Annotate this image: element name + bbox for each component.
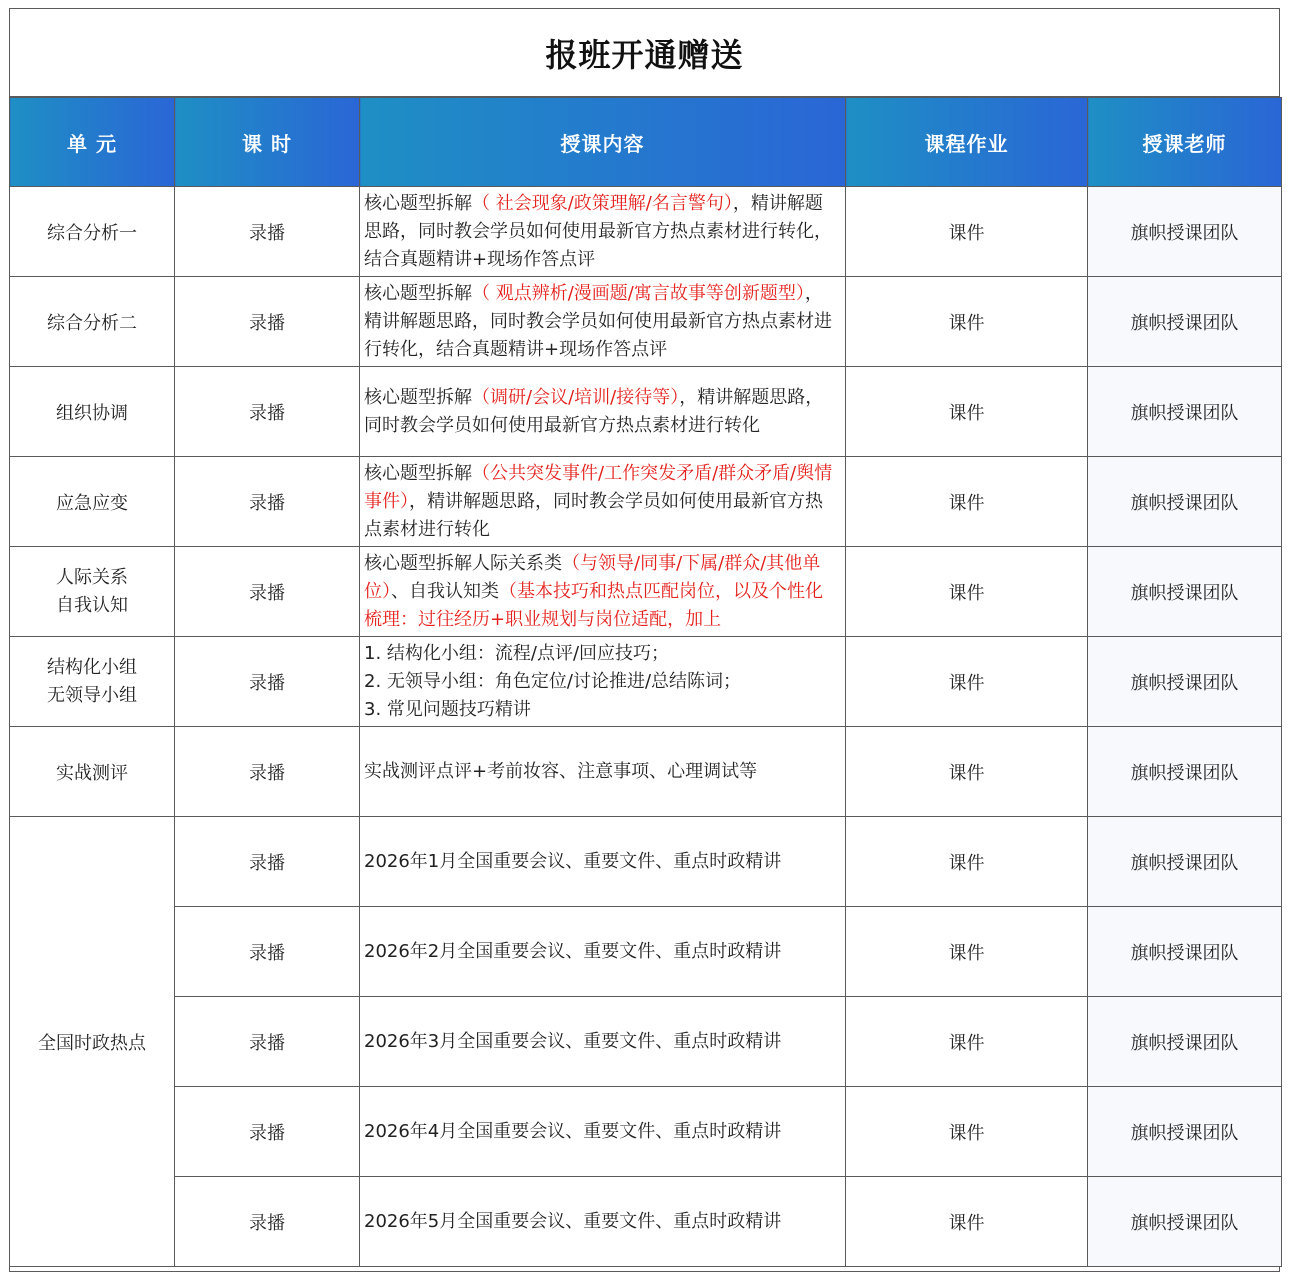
hours-cell: 录播 [175, 907, 360, 997]
content-highlight: （基本技巧和热点匹配岗位，以及个性化梳理：过往经历+职业规划与岗位适配，加上 [364, 580, 823, 630]
teacher-cell: 旗帜授课团队 [1088, 187, 1282, 277]
table-row [10, 727, 1282, 817]
unit-cell: 综合分析一 [10, 187, 175, 277]
hours-cell: 录播 [175, 727, 360, 817]
unit-line: 自我认知 [56, 594, 128, 616]
header-teacher: 授课老师 [1088, 98, 1282, 187]
teacher-cell: 旗帜授课团队 [1088, 637, 1282, 727]
teacher-cell: 旗帜授课团队 [1088, 727, 1282, 817]
table-row [10, 907, 1282, 997]
content-cell [360, 367, 846, 457]
homework-cell: 课件 [846, 1177, 1088, 1267]
hours-cell: 录播 [175, 547, 360, 637]
teacher-cell: 旗帜授课团队 [1088, 277, 1282, 367]
hours-cell: 录播 [175, 997, 360, 1087]
homework-cell: 课件 [846, 907, 1088, 997]
header-unit: 单 元 [10, 98, 175, 187]
table-row [10, 367, 1282, 457]
page-title: 报班开通赠送 [10, 9, 1279, 97]
table-row [10, 277, 1282, 367]
table-row [10, 1177, 1282, 1267]
content-line: 3. 常见问题技巧精讲 [364, 698, 531, 720]
content-cell [360, 637, 846, 727]
unit-cell: 组织协调 [10, 367, 175, 457]
content-highlight: （ 观点辨析/漫画题/寓言故事等创新题型） [472, 282, 805, 304]
header-homework: 课程作业 [846, 98, 1088, 187]
table-row [10, 1087, 1282, 1177]
header-hours: 课 时 [175, 98, 360, 187]
homework-cell: 课件 [846, 727, 1088, 817]
content-cell [360, 457, 846, 547]
unit-line: 结构化小组 [47, 656, 137, 678]
hours-cell: 录播 [175, 1087, 360, 1177]
content-cell [360, 277, 846, 367]
content-cell: 2026年5月全国重要会议、重要文件、重点时政精讲 [360, 1177, 846, 1267]
content-text: 、自我认知类 [391, 580, 499, 602]
homework-cell: 课件 [846, 457, 1088, 547]
content-highlight: （调研/会议/培训/接待等） [472, 386, 680, 408]
unit-cell: 综合分析二 [10, 277, 175, 367]
teacher-cell: 旗帜授课团队 [1088, 817, 1282, 907]
content-cell: 2026年1月全国重要会议、重要文件、重点时政精讲 [360, 817, 846, 907]
hours-cell: 录播 [175, 637, 360, 727]
teacher-cell: 旗帜授课团队 [1088, 1087, 1282, 1177]
homework-cell: 课件 [846, 187, 1088, 277]
homework-cell: 课件 [846, 1087, 1088, 1177]
hours-cell: 录播 [175, 817, 360, 907]
unit-cell [10, 547, 175, 637]
homework-cell: 课件 [846, 547, 1088, 637]
table-row [10, 547, 1282, 637]
content-cell [360, 547, 846, 637]
homework-cell: 课件 [846, 367, 1088, 457]
content-text: 核心题型拆解人际关系类 [364, 552, 562, 574]
teacher-cell: 旗帜授课团队 [1088, 457, 1282, 547]
course-sheet [9, 8, 1280, 1272]
teacher-cell: 旗帜授课团队 [1088, 1177, 1282, 1267]
homework-cell: 课件 [846, 637, 1088, 727]
content-cell [360, 187, 846, 277]
teacher-cell: 旗帜授课团队 [1088, 997, 1282, 1087]
homework-cell: 课件 [846, 277, 1088, 367]
hours-cell: 录播 [175, 187, 360, 277]
content-text: ，精讲解题思路，同时教会学员如何使用最新官方热点素材进行转化 [364, 386, 824, 436]
content-text: ，精讲解题思路，同时教会学员如何使用最新官方热点素材进行转化，结合真题精讲+现场作答点评 [364, 282, 832, 360]
hours-cell: 录播 [175, 457, 360, 547]
unit-line: 无领导小组 [47, 684, 137, 706]
content-text: 核心题型拆解 [364, 282, 472, 304]
table-header-row [10, 98, 1282, 187]
header-content: 授课内容 [360, 98, 846, 187]
content-cell: 实战测评点评+考前妆容、注意事项、心理调试等 [360, 727, 846, 817]
unit-cell-hot: 全国时政热点 [10, 817, 175, 1267]
hours-cell: 录播 [175, 1177, 360, 1267]
table-row [10, 817, 1282, 907]
content-highlight: （公共突发事件/工作突发矛盾/群众矛盾/舆情事件） [364, 462, 833, 512]
unit-cell [10, 637, 175, 727]
teacher-cell: 旗帜授课团队 [1088, 907, 1282, 997]
content-text: 核心题型拆解 [364, 462, 472, 484]
homework-cell: 课件 [846, 997, 1088, 1087]
content-text: ，精讲解题思路，同时教会学员如何使用最新官方热点素材进行转化，结合真题精讲+现场作答点评 [364, 192, 832, 270]
table-row [10, 187, 1282, 277]
content-line: 1. 结构化小组：流程/点评/回应技巧； [364, 642, 670, 664]
hours-cell: 录播 [175, 367, 360, 457]
content-highlight: （与领导/同事/下属/群众/其他单位） [364, 552, 821, 602]
content-highlight: （ 社会现象/政策理解/名言警句） [472, 192, 733, 214]
course-table [9, 97, 1282, 1267]
content-text: 核心题型拆解 [364, 386, 472, 408]
teacher-cell: 旗帜授课团队 [1088, 547, 1282, 637]
unit-cell: 实战测评 [10, 727, 175, 817]
content-cell: 2026年3月全国重要会议、重要文件、重点时政精讲 [360, 997, 846, 1087]
content-cell: 2026年4月全国重要会议、重要文件、重点时政精讲 [360, 1087, 846, 1177]
homework-cell: 课件 [846, 817, 1088, 907]
content-line: 2. 无领导小组：角色定位/讨论推进/总结陈词； [364, 670, 742, 692]
unit-cell: 应急应变 [10, 457, 175, 547]
content-text: ，精讲解题思路，同时教会学员如何使用最新官方热点素材进行转化 [364, 490, 823, 540]
table-row [10, 457, 1282, 547]
content-text: 核心题型拆解 [364, 192, 472, 214]
hours-cell: 录播 [175, 277, 360, 367]
content-cell: 2026年2月全国重要会议、重要文件、重点时政精讲 [360, 907, 846, 997]
table-row [10, 997, 1282, 1087]
unit-line: 人际关系 [56, 566, 128, 588]
teacher-cell: 旗帜授课团队 [1088, 367, 1282, 457]
table-row [10, 637, 1282, 727]
